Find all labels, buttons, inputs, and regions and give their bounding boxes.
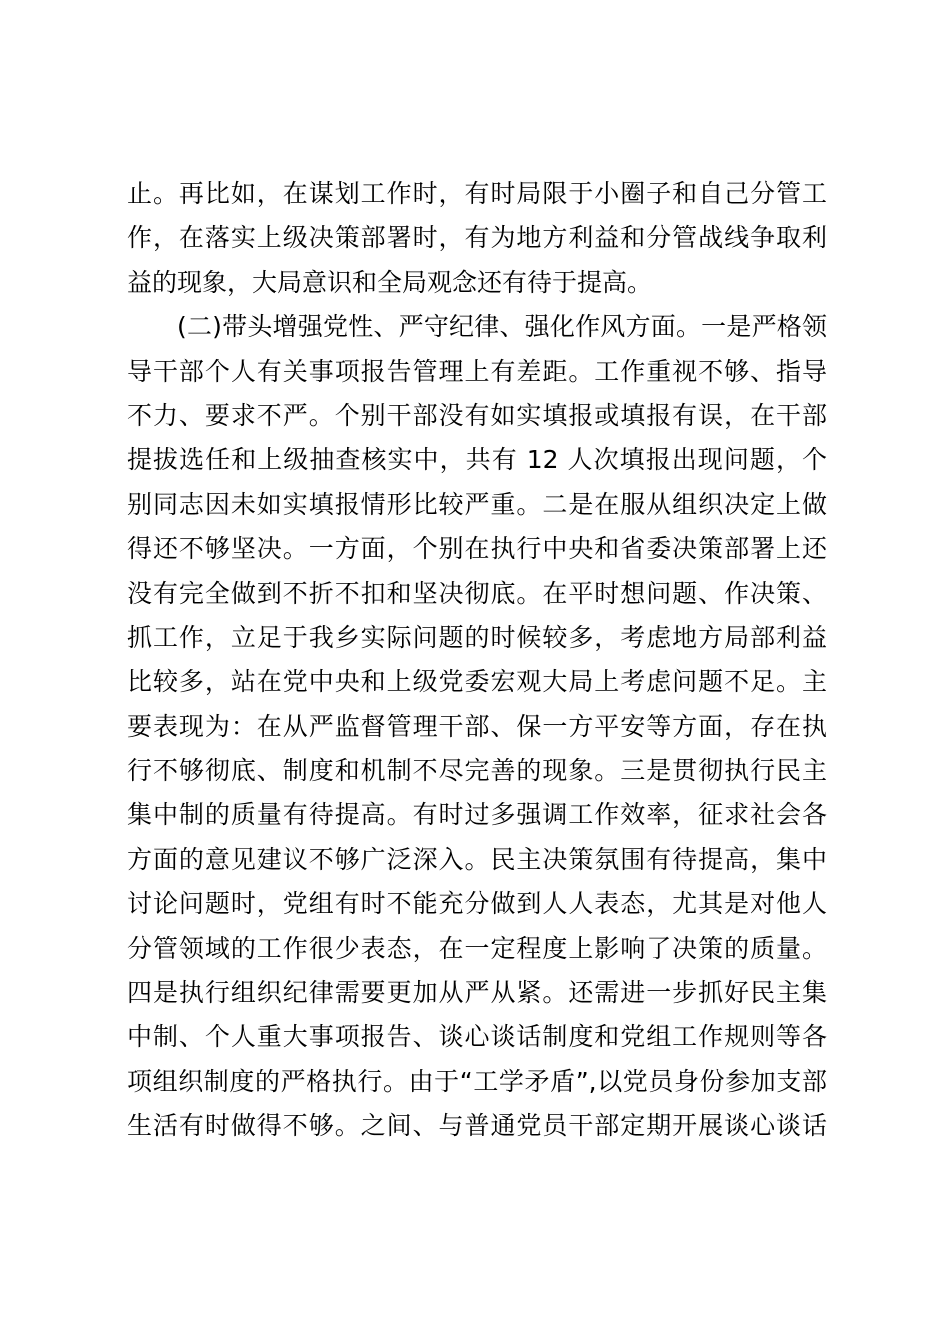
text-line: 止。再比如，在谋划工作时，有时局限于小圈子和自己分管工: [127, 179, 827, 208]
text-line: 项组织制度的严格执行。由于“工学矛盾”,以党员身份参加支部: [127, 1066, 827, 1096]
text-line: 生活有时做得不够。之间、与普通党员干部定期开展谈心谈话: [127, 1111, 827, 1141]
text-line: 别同志因未如实填报情形比较严重。二是在服从组织决定上做: [127, 489, 827, 519]
text-line: 方面的意见建议不够广泛深入。民主决策氛围有待提高，集中: [127, 844, 827, 874]
text-line: 讨论问题时，党组有时不能充分做到人人表态，尤其是对他人: [127, 889, 827, 919]
text-line: 抓工作，立足于我乡实际问题的时候较多，考虑地方局部利益: [127, 622, 827, 652]
body-text: [127, 172, 827, 1149]
section-heading-line: (二)带头增强党性、严守纪律、强化作风方面。一是严格领: [177, 312, 827, 342]
text-line: 导干部个人有关事项报告管理上有差距。工作重视不够、指导: [127, 356, 827, 386]
text-line: 要表现为：在从严监督管理干部、保一方平安等方面，存在执: [127, 711, 827, 741]
text-line: 比较多，站在党中央和上级党委宏观大局上考虑问题不足。主: [127, 667, 827, 697]
text-line: 四是执行组织纪律需要更加从严从紧。还需进一步抓好民主集: [127, 978, 827, 1008]
text-line: 行不够彻底、制度和机制不尽完善的现象。三是贯彻执行民主: [127, 756, 827, 786]
text-line: 作，在落实上级决策部署时，有为地方利益和分管战线争取利: [127, 223, 827, 253]
text-line: 集中制的质量有待提高。有时过多强调工作效率，征求社会各: [127, 800, 827, 830]
text-line: 不力、要求不严。个别干部没有如实填报或填报有误，在干部: [127, 400, 827, 430]
text-line: 得还不够坚决。一方面，个别在执行中央和省委决策部署上还: [127, 534, 827, 564]
text-line: 分管领域的工作很少表态，在一定程度上影响了决策的质量。: [127, 933, 827, 963]
text-line: 益的现象，大局意识和全局观念还有待于提高。: [127, 267, 653, 297]
text-line: 中制、个人重大事项报告、谈心谈话制度和党组工作规则等各: [127, 1022, 827, 1052]
text-line: 没有完全做到不折不扣和坚决彻底。在平时想问题、作决策、: [127, 578, 827, 608]
text-line: 提拔选任和上级抽查核实中，共有 12 人次填报出现问题，个: [127, 445, 827, 475]
